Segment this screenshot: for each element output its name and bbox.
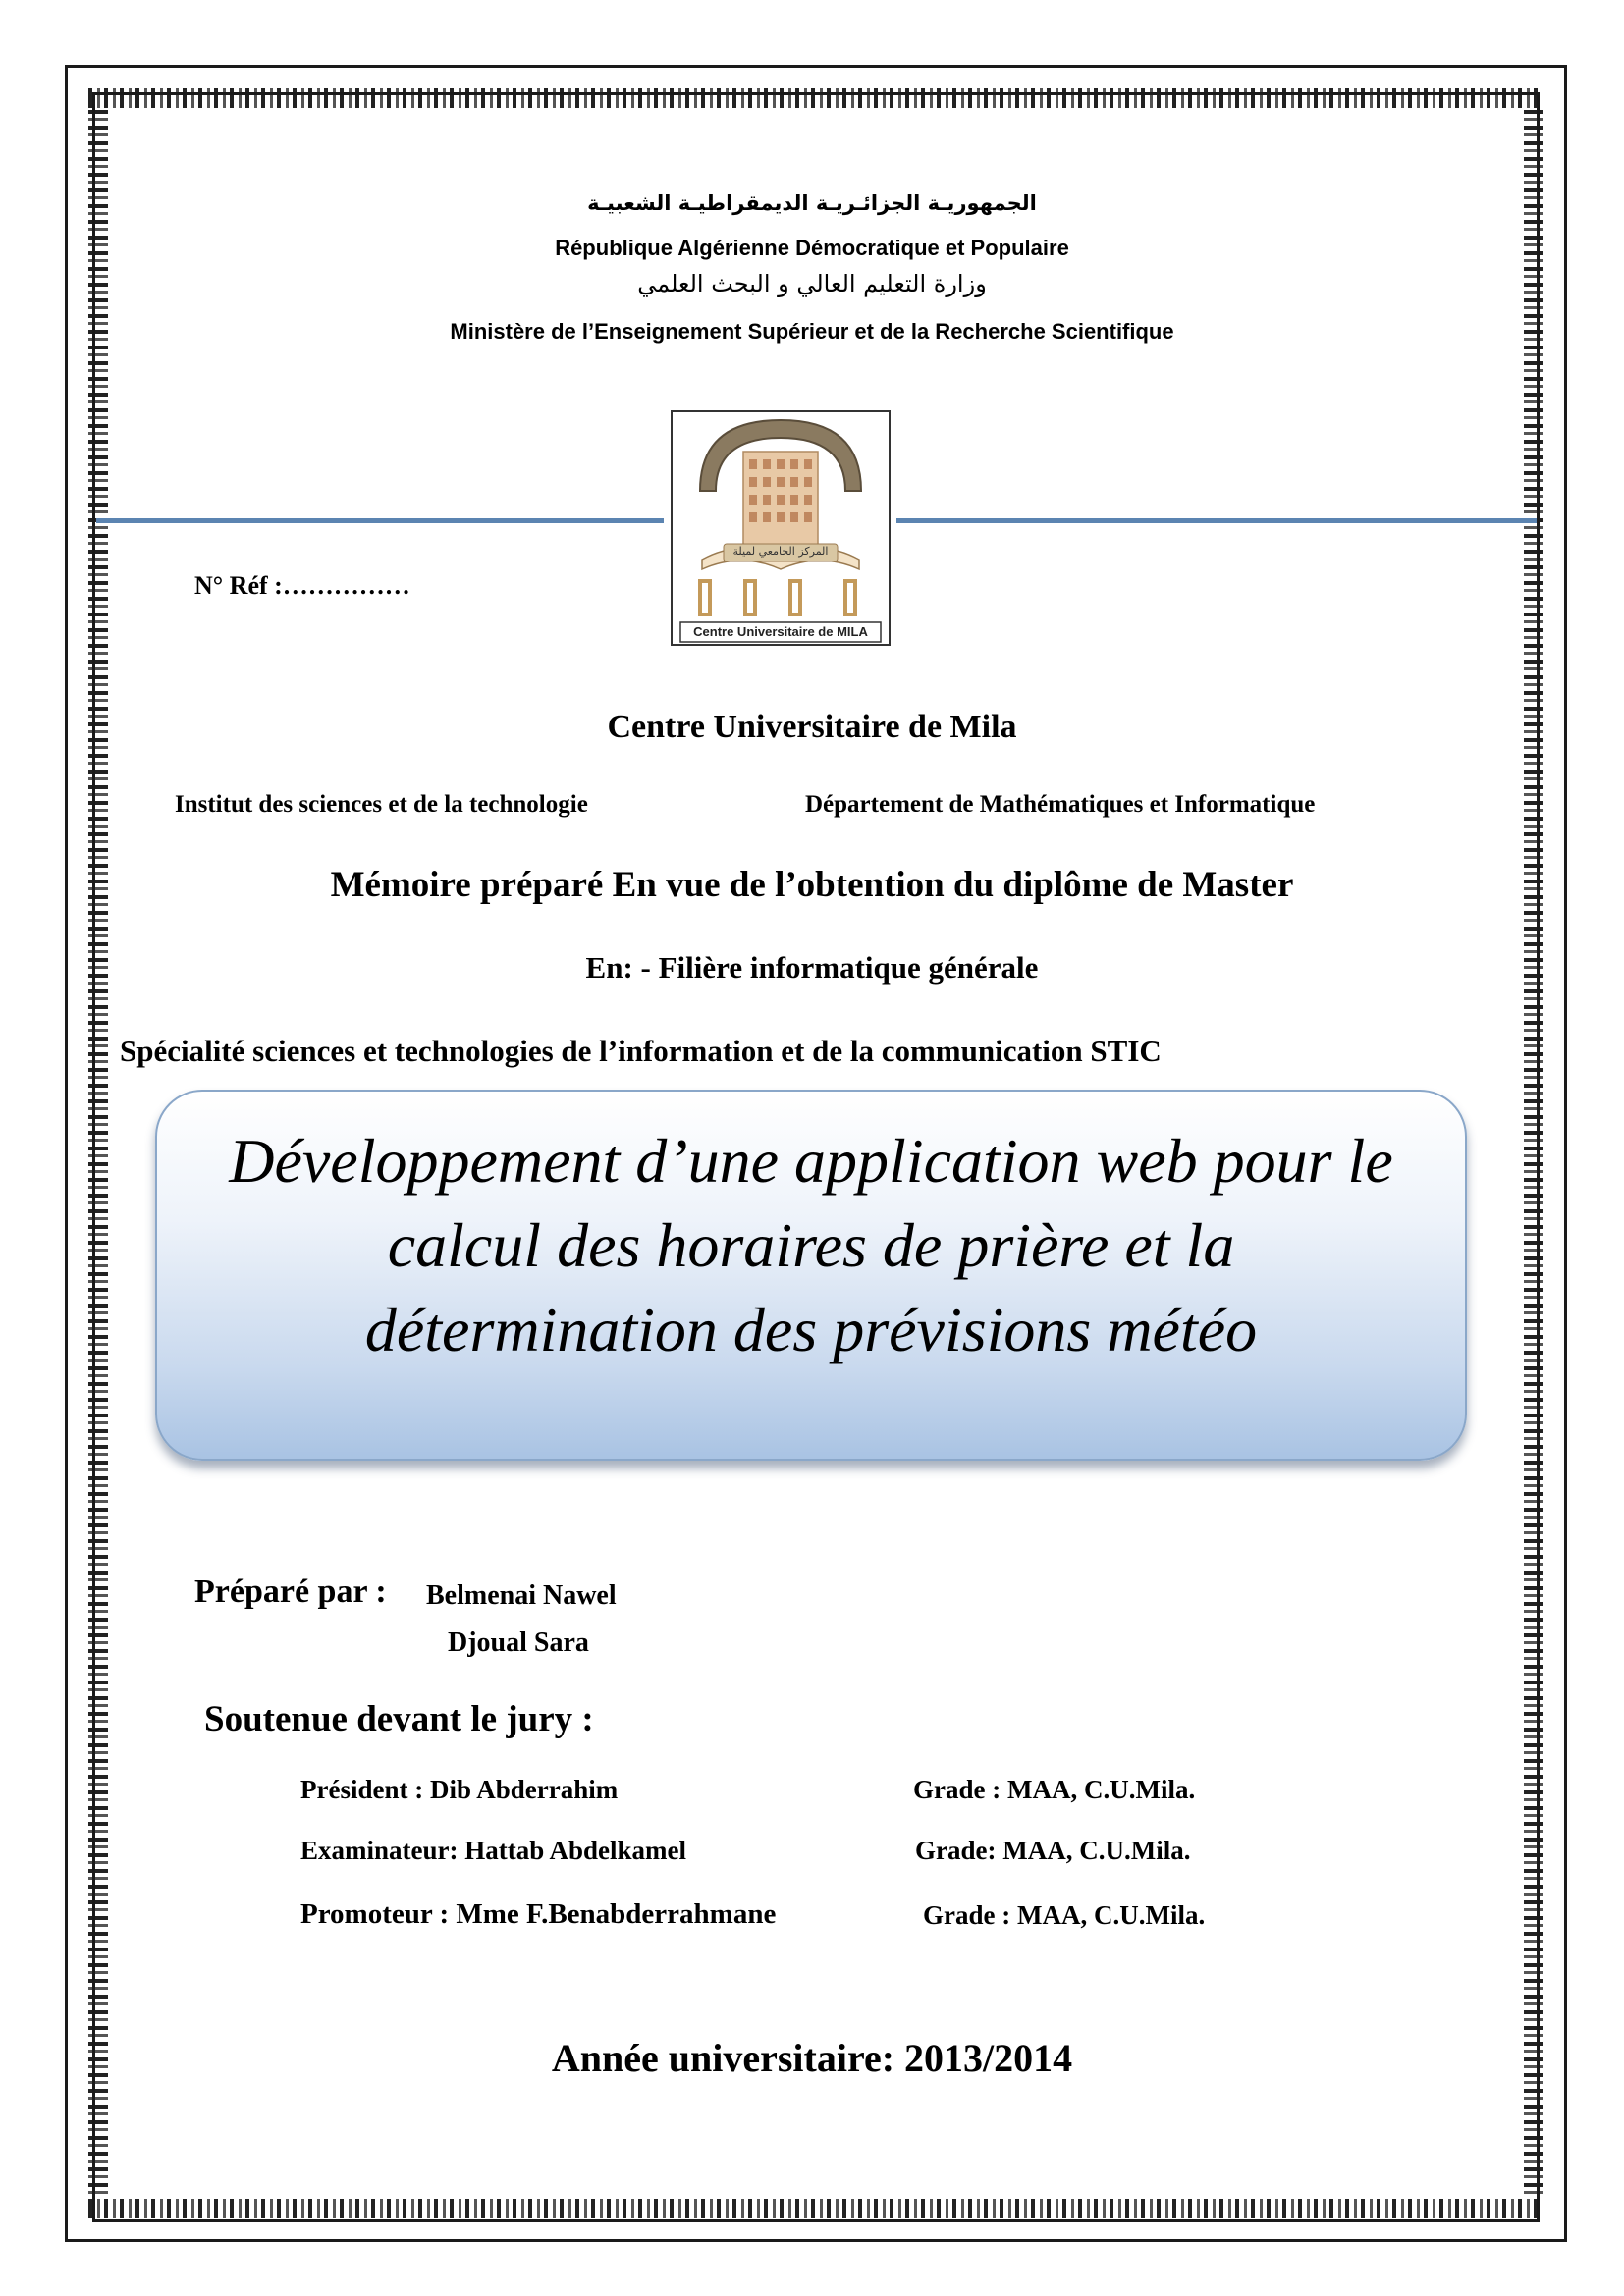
authors-label: Préparé par : <box>194 1574 387 1610</box>
header-rule-right <box>896 518 1537 523</box>
institution-name: Centre Universitaire de Mila <box>607 709 1017 745</box>
jury-examiner-grade: Grade: MAA, C.U.Mila. <box>915 1836 1191 1865</box>
ministry-french: Ministère de l’Enseignement Supérieur et de la Recherche Scientifique <box>450 319 1174 344</box>
author-2: Djoual Sara <box>448 1628 589 1658</box>
jury-heading: Soutenue devant le jury : <box>204 1699 594 1739</box>
filiere: En: - Filière informatique générale <box>585 950 1039 985</box>
department-name: Département de Mathématiques et Informatique <box>805 791 1316 818</box>
jury-president: Président : Dib Abderrahim <box>300 1775 619 1804</box>
header-rule-left <box>96 518 664 523</box>
author-1: Belmenai Nawel <box>426 1580 617 1611</box>
logo-emblem-icon <box>673 412 889 644</box>
jury-promoter-grade: Grade : MAA, C.U.Mila. <box>923 1900 1206 1930</box>
reference-number: N° Réf :…………… <box>194 571 410 600</box>
memoire-purpose: Mémoire préparé En vue de l’obtention du diplôme de Master <box>330 865 1294 905</box>
ministry-arabic: وزارة التعليم العالي و البحث العلمي <box>637 270 987 297</box>
jury-president-grade: Grade : MAA, C.U.Mila. <box>913 1775 1196 1804</box>
jury-promoter: Promoteur : Mme F.Benabderrahmane <box>300 1898 777 1930</box>
academic-year: Année universitaire: 2013/2014 <box>551 2036 1073 2080</box>
republic-french: République Algérienne Démocratique et Populaire <box>555 236 1069 260</box>
university-logo <box>671 410 891 646</box>
thesis-title-box <box>155 1090 1467 1461</box>
thesis-title-line-1: Développement d’une application web pour le <box>229 1126 1393 1196</box>
thesis-title-line-2: calcul des horaires de prière et la <box>387 1210 1235 1280</box>
republic-arabic: الجمهوريـة الجزائـريـة الديمقراطيـة الشعبيـة <box>587 191 1037 215</box>
specialite: Spécialité sciences et technologies de l’information et de la communication STIC <box>120 1034 1162 1068</box>
institute-name: Institut des sciences et de la technologie <box>175 791 588 818</box>
logo-banner-text: المركز الجامعي لميلة <box>732 545 829 558</box>
jury-examiner: Examinateur: Hattab Abdelkamel <box>300 1836 687 1865</box>
thesis-title-line-3: détermination des prévisions météo <box>364 1295 1258 1364</box>
logo-caption: Centre Universitaire de MILA <box>693 624 868 639</box>
